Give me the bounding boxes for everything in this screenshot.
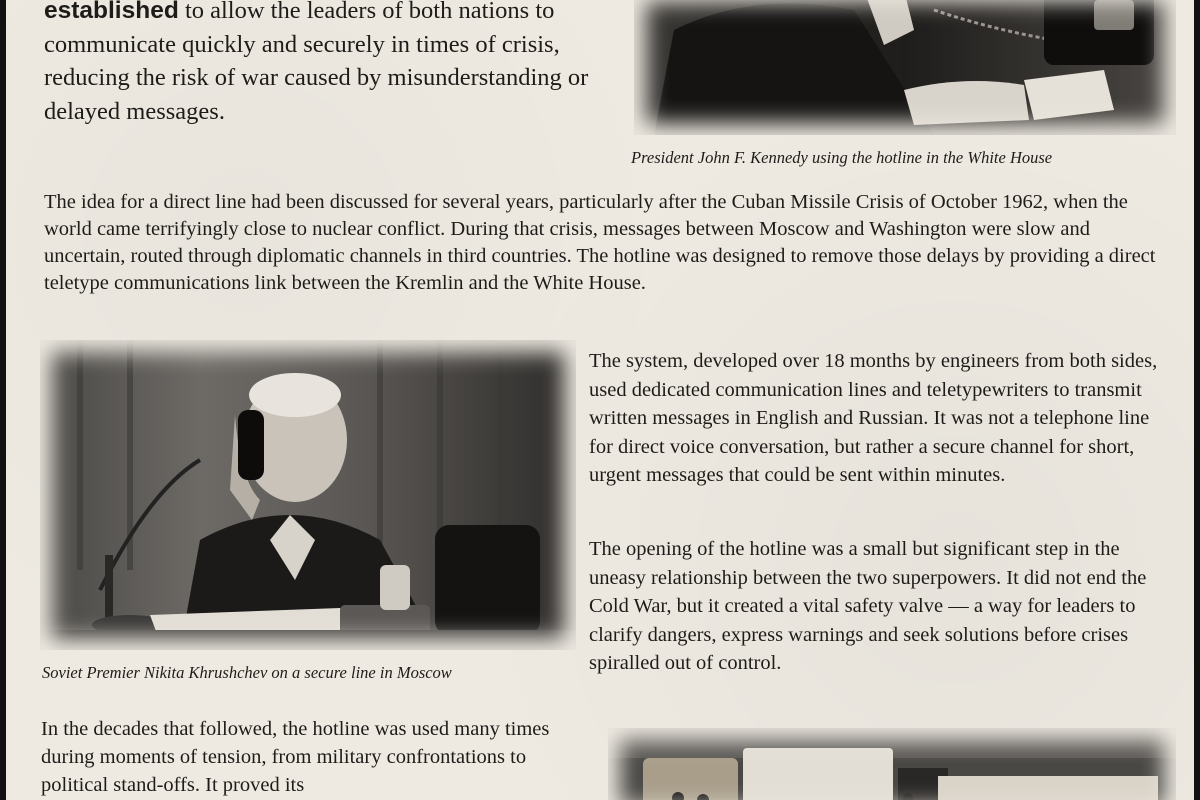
teletype-machine-photo — [608, 728, 1176, 800]
intro-text: to allow the leaders of both nations to communicate quickly and securely in times of crisis, reducing the risk of war caused by misunderstanding or delayed messages. — [44, 0, 589, 125]
origin-paragraph: The idea for a direct line had been discussed for several years, particularly after the Cuban Missile Crisis of October 1962, when the world came terrifyingly close to nuclear conflict. During that crisis, messages between Moscow and Washington were slow and uncertain, routed through diplomatic channels in third countries. The hotline was designed to remove those delays by providing a direct teletype communications link between the Kremlin and the White House. — [44, 191, 1156, 294]
khrushchev-photo-caption: Soviet Premier Nikita Khrushchev on a secure line in Moscow — [42, 663, 452, 682]
intro-bold-word: established — [44, 0, 179, 24]
decades-paragraph: In the decades that followed, the hotline was used many times during moments of tension, from military confrontations to political stand-offs. It proved its — [41, 718, 550, 796]
intro-paragraph — [44, 0, 604, 128]
kennedy-photo-caption: President John F. Kennedy using the hotline in the White House — [631, 148, 1053, 167]
article-page — [6, 0, 1194, 800]
khrushchev-phone-photo — [40, 340, 576, 650]
opening-paragraph: The opening of the hotline was a small but significant step in the uneasy relationship between the two superpowers. It did not end the Cold War, but it created a vital safety valve — a way for leaders to clarify dangers, express warnings and seek solutions before crises spiralled out of control. — [589, 538, 1147, 674]
kennedy-hotline-photo — [634, 0, 1176, 135]
system-paragraph: The system, developed over 18 months by engineers from both sides, used dedicated communication lines and teletypewriters to transmit written messages in English and Russian. It was not a telephone line for direct voice conversation, but rather a secure channel for short, urgent messages that could be sent within minutes. — [589, 350, 1158, 486]
